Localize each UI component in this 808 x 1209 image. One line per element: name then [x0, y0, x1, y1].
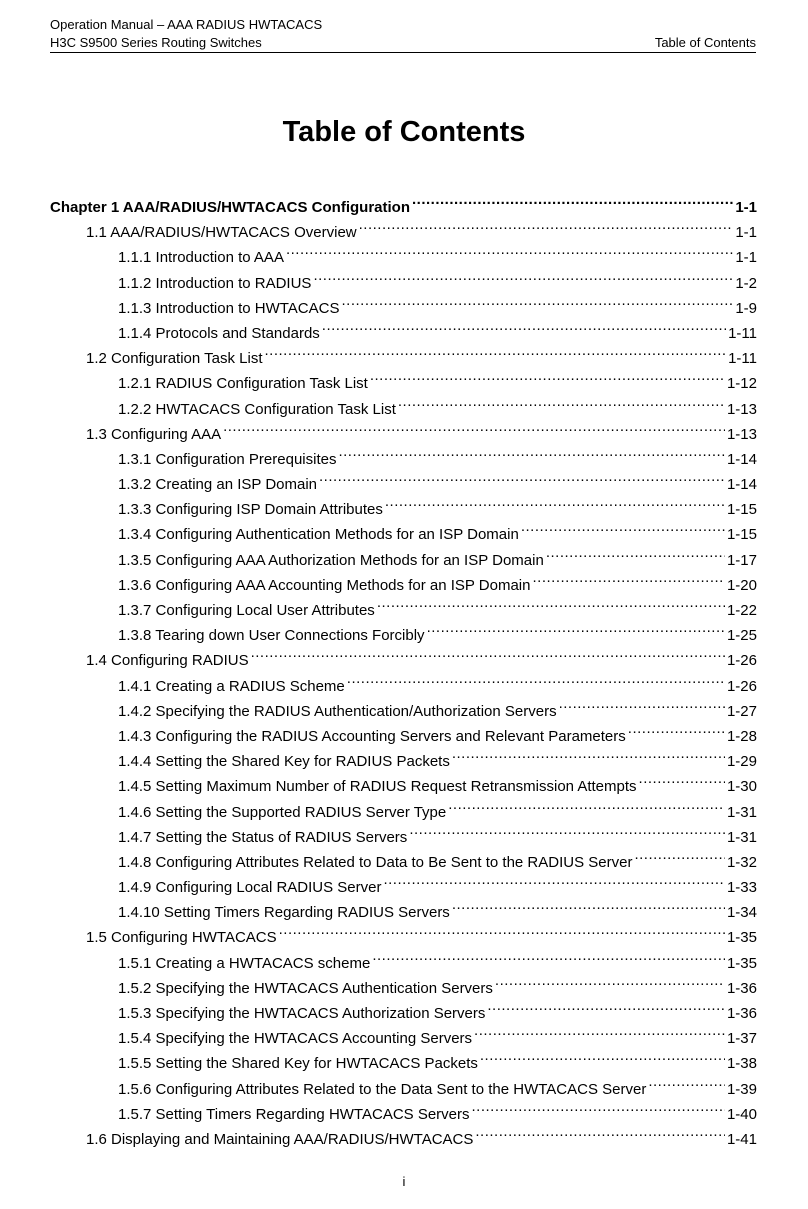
toc-section-entry[interactable]	[86, 212, 808, 242]
toc-section-entry[interactable]	[86, 414, 808, 443]
toc-entry-title: 1.4.4 Setting the Shared Key for RADIUS Packets	[118, 753, 450, 771]
toc-entry-title: 1.5 Configuring HWTACACS	[86, 929, 277, 947]
toc-entry-title: 1.5.5 Setting the Shared Key for HWTACACS Packets	[118, 1055, 478, 1073]
toc-subsection-entry[interactable]	[118, 464, 808, 494]
toc-subsection-entry[interactable]	[118, 1094, 808, 1123]
toc-subsection-entry[interactable]	[118, 741, 808, 771]
toc-entry-title: 1.3.4 Configuring Authentication Methods for an ISP Domain	[118, 526, 519, 544]
dot-leader	[559, 691, 725, 716]
toc-subsection-entry[interactable]	[118, 1043, 808, 1073]
dot-leader	[377, 590, 725, 615]
toc-entry-title: 1.4.2 Specifying the RADIUS Authentication/Authorization Servers	[118, 702, 557, 720]
toc-entry-page: 1-12	[726, 375, 757, 393]
toc-subsection-entry[interactable]	[118, 439, 808, 468]
toc-entry-title: 1.2 Configuration Task List	[86, 350, 263, 368]
dot-leader	[338, 439, 725, 464]
page-number: i	[402, 1174, 406, 1189]
toc-entry-title: 1.3.7 Configuring Local User Attributes	[118, 602, 375, 619]
toc-entry-title: 1.3.8 Tearing down User Connections Forcibly	[118, 627, 425, 645]
toc-entry-page: 1-14	[726, 450, 757, 468]
toc-entry-title: 1.1.1 Introduction to AAA	[118, 249, 284, 267]
table-of-contents	[0, 187, 808, 1148]
toc-entry-page: 1-1	[735, 249, 757, 267]
toc-subsection-entry[interactable]	[118, 363, 808, 393]
toc-entry-page: 1-38	[726, 1055, 757, 1073]
toc-subsection-entry[interactable]	[118, 817, 808, 846]
toc-entry-page: 1-31	[726, 803, 757, 821]
toc-entry-page: 1-40	[726, 1105, 757, 1123]
toc-entry-page: 1-34	[726, 904, 757, 922]
toc-entry-page: 1-9	[735, 299, 757, 317]
toc-entry-title: 1.4.7 Setting the Status of RADIUS Servers	[118, 828, 408, 846]
dot-leader	[521, 514, 725, 539]
toc-subsection-entry[interactable]	[118, 691, 808, 720]
dot-leader	[452, 741, 725, 766]
dot-leader	[480, 1043, 725, 1068]
toc-entry-title: 1.2.1 RADIUS Configuration Task List	[118, 375, 368, 393]
dot-leader	[313, 263, 733, 288]
toc-entry-title: 1.5.6 Configuring Attributes Related to the Data Sent to the HWTACACS Server	[118, 1080, 647, 1098]
toc-entry-title: 1.4.10 Setting Timers Regarding RADIUS Servers	[118, 904, 450, 922]
toc-subsection-entry[interactable]	[118, 565, 808, 594]
toc-subsection-entry[interactable]	[118, 615, 808, 645]
toc-entry-title: 1.3.1 Configuration Prerequisites	[118, 450, 337, 468]
dot-leader	[634, 842, 725, 867]
toc-entry-title: 1.1.2 Introduction to RADIUS	[118, 274, 312, 292]
toc-entry-title: 1.4.6 Setting the Supported RADIUS Server Type	[118, 803, 447, 821]
toc-entry-title: 1.1.4 Protocols and Standards	[118, 324, 320, 342]
section-name: Table of Contents	[654, 35, 756, 50]
toc-entry-page: 1-26	[726, 677, 757, 695]
toc-entry-page: 1-2	[735, 274, 757, 292]
toc-subsection-entry[interactable]	[118, 968, 808, 997]
dot-leader	[286, 237, 733, 262]
dot-leader	[359, 212, 734, 237]
toc-entry-page: 1-14	[726, 476, 757, 494]
toc-entry-title: 1.4.9 Configuring Local RADIUS Server	[118, 879, 382, 897]
toc-subsection-entry[interactable]	[118, 590, 808, 619]
dot-leader	[398, 389, 725, 414]
dot-leader	[546, 540, 725, 565]
dot-leader	[265, 338, 727, 363]
toc-entry-title: 1.3 Configuring AAA	[86, 425, 222, 443]
dot-leader	[448, 792, 725, 817]
toc-entry-page: 1-1	[735, 224, 757, 242]
dot-leader	[322, 313, 726, 338]
dot-leader	[412, 187, 733, 212]
toc-section-entry[interactable]	[86, 640, 808, 670]
toc-subsection-entry[interactable]	[118, 792, 808, 821]
toc-section-entry[interactable]	[86, 917, 808, 947]
dot-leader	[475, 1119, 725, 1144]
toc-entry-page: 1-39	[726, 1080, 757, 1098]
dot-leader	[474, 1018, 725, 1043]
dot-leader	[223, 414, 725, 439]
dot-leader	[639, 766, 725, 791]
toc-entry-page: 1-36	[726, 979, 757, 997]
toc-entry-title: 1.4 Configuring RADIUS	[86, 652, 249, 670]
toc-entry-title: 1.2.2 HWTACACS Configuration Task List	[118, 400, 396, 418]
toc-entry-page: 1-41	[726, 1130, 757, 1148]
toc-subsection-entry[interactable]	[118, 766, 808, 796]
toc-entry-page: 1-27	[726, 702, 757, 720]
toc-entry-page: 1-25	[726, 627, 757, 645]
dot-leader	[341, 288, 733, 313]
dot-leader	[347, 666, 725, 691]
toc-subsection-entry[interactable]	[118, 263, 808, 292]
toc-entry-page: 1-11	[728, 350, 757, 368]
dot-leader	[532, 565, 724, 590]
dot-leader	[487, 993, 725, 1018]
toc-subsection-entry[interactable]	[118, 237, 808, 267]
dot-leader	[370, 363, 725, 388]
toc-entry-page: 1-1	[735, 199, 757, 216]
toc-section-entry[interactable]	[86, 338, 808, 368]
dot-leader	[495, 968, 725, 993]
toc-subsection-entry[interactable]	[118, 892, 808, 922]
toc-entry-page: 1-29	[726, 753, 757, 771]
dot-leader	[427, 615, 725, 640]
toc-entry-page: 1-11	[728, 324, 757, 342]
toc-entry-title: 1.1.3 Introduction to HWTACACS	[118, 299, 340, 317]
toc-entry-page: 1-13	[726, 425, 757, 443]
toc-subsection-entry[interactable]	[118, 666, 808, 695]
toc-subsection-entry[interactable]	[118, 1018, 808, 1048]
dot-leader	[319, 464, 725, 489]
toc-entry-title: 1.6 Displaying and Maintaining AAA/RADIUS/HWTACACS	[86, 1130, 474, 1148]
product-name: H3C S9500 Series Routing Switches	[50, 35, 262, 50]
toc-entry-page: 1-17	[726, 551, 757, 569]
dot-leader	[279, 917, 725, 942]
toc-entry-title: 1.5.4 Specifying the HWTACACS Accounting Servers	[118, 1030, 473, 1048]
dot-leader	[628, 716, 725, 741]
toc-entry-page: 1-33	[726, 879, 757, 897]
toc-entry-title: Chapter 1 AAA/RADIUS/HWTACACS Configuration	[50, 199, 410, 216]
toc-section-entry[interactable]	[86, 1119, 808, 1148]
manual-title: Operation Manual – AAA RADIUS HWTACACS	[50, 17, 323, 32]
dot-leader	[251, 640, 725, 665]
toc-entry-title: 1.5.7 Setting Timers Regarding HWTACACS Servers	[118, 1105, 470, 1123]
toc-entry-page: 1-20	[726, 576, 757, 594]
dot-leader	[409, 817, 725, 842]
toc-entry-page: 1-32	[726, 853, 757, 871]
toc-entry-page: 1-35	[726, 929, 757, 947]
dot-leader	[452, 892, 725, 917]
toc-entry-title: 1.5.2 Specifying the HWTACACS Authentication Servers	[118, 979, 493, 997]
dot-leader	[648, 1069, 725, 1094]
page-title: Table of Contents	[282, 116, 526, 148]
toc-entry-page: 1-26	[726, 652, 757, 670]
toc-entry-title: 1.4.5 Setting Maximum Number of RADIUS Request Retransmission Attempts	[118, 778, 637, 796]
toc-entry-title: 1.4.3 Configuring the RADIUS Accounting Servers and Relevant Parameters	[118, 727, 626, 745]
dot-leader	[372, 943, 725, 968]
toc-subsection-entry[interactable]	[118, 489, 808, 519]
toc-entry-page: 1-35	[726, 954, 757, 972]
toc-entry-page: 1-15	[726, 526, 757, 544]
toc-entry-title: 1.1 AAA/RADIUS/HWTACACS Overview	[86, 224, 357, 242]
toc-subsection-entry[interactable]	[118, 993, 808, 1022]
toc-subsection-entry[interactable]	[118, 943, 808, 972]
page-header	[50, 16, 756, 53]
toc-subsection-entry[interactable]	[118, 1069, 808, 1098]
toc-entry-page: 1-37	[726, 1030, 757, 1048]
toc-entry-page: 1-31	[726, 828, 757, 846]
toc-entry-title: 1.3.3 Configuring ISP Domain Attributes	[118, 501, 383, 519]
toc-subsection-entry[interactable]	[118, 514, 808, 544]
toc-subsection-entry[interactable]	[118, 867, 808, 897]
dot-leader	[385, 489, 725, 514]
toc-subsection-entry[interactable]	[118, 716, 808, 745]
toc-entry-page: 1-28	[726, 727, 757, 745]
toc-entry-page: 1-15	[726, 501, 757, 519]
toc-entry-page: 1-30	[726, 778, 757, 796]
toc-entry-title: 1.5.1 Creating a HWTACACS scheme	[118, 954, 371, 972]
toc-entry-page: 1-36	[726, 1005, 757, 1022]
toc-chapter-entry[interactable]	[50, 187, 808, 216]
toc-subsection-entry[interactable]	[118, 842, 808, 871]
toc-entry-title: 1.4.8 Configuring Attributes Related to Data to Be Sent to the RADIUS Server	[118, 853, 633, 871]
toc-entry-title: 1.5.3 Specifying the HWTACACS Authorization Servers	[118, 1005, 486, 1022]
toc-entry-title: 1.3.5 Configuring AAA Authorization Methods for an ISP Domain	[118, 551, 544, 569]
toc-subsection-entry[interactable]	[118, 288, 808, 317]
toc-entry-title: 1.3.2 Creating an ISP Domain	[118, 476, 318, 494]
toc-entry-title: 1.3.6 Configuring AAA Accounting Methods for an ISP Domain	[118, 576, 531, 594]
toc-subsection-entry[interactable]	[118, 540, 808, 569]
toc-entry-page: 1-13	[726, 400, 757, 418]
toc-entry-title: 1.4.1 Creating a RADIUS Scheme	[118, 677, 345, 695]
dot-leader	[472, 1094, 725, 1119]
toc-subsection-entry[interactable]	[118, 313, 808, 342]
dot-leader	[383, 867, 725, 892]
toc-entry-page: 1-22	[726, 602, 757, 619]
toc-subsection-entry[interactable]	[118, 389, 808, 418]
